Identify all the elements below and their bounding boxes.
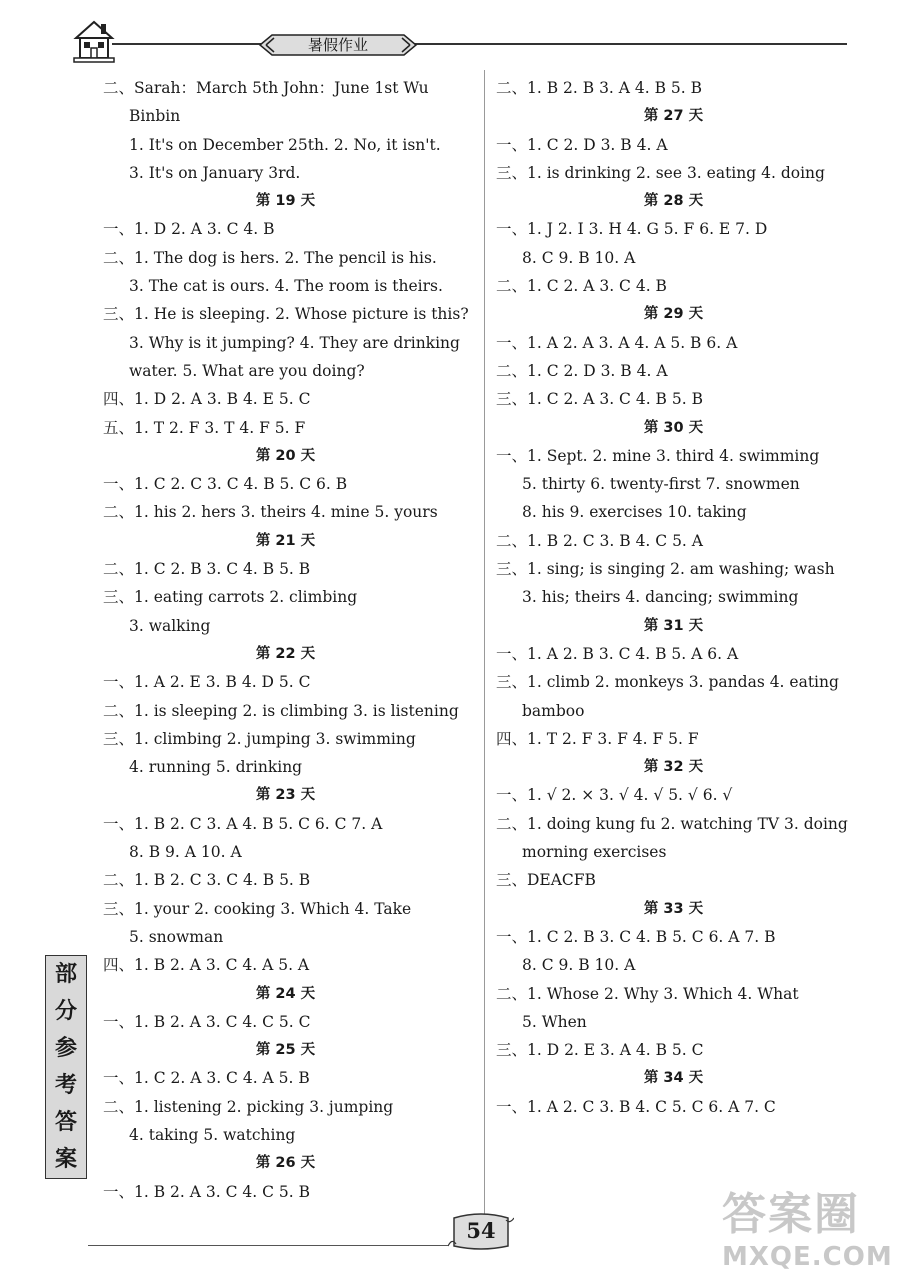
answer-line: 一、1. B 2. C 3. A 4. B 5. C 6. C 7. A xyxy=(103,814,383,833)
answer-line: 二、1. C 2. D 3. B 4. A xyxy=(496,361,668,380)
watermark xyxy=(722,1178,893,1272)
answer-line: 二、Sarah：March 5th John：June 1st Wu xyxy=(103,79,429,97)
answer-line: 三、1. D 2. E 3. A 4. B 5. C xyxy=(496,1041,704,1060)
day-heading: 第 27 天 xyxy=(643,108,704,125)
day-heading: 第 34 天 xyxy=(643,1070,704,1087)
answer-line: 一、1. C 2. A 3. C 4. A 5. B xyxy=(103,1069,310,1088)
answer-line: 8. B 9. A 10. A xyxy=(129,843,242,862)
answer-line: 一、1. C 2. D 3. B 4. A xyxy=(496,135,668,154)
answer-line: 二、1. is sleeping 2. is climbing 3. is listening xyxy=(103,701,459,720)
answer-line: 3. walking xyxy=(129,616,211,635)
answer-line: 3. It's on January 3rd. xyxy=(129,163,301,182)
footer-rule xyxy=(88,1245,448,1246)
answer-line: 一、1. C 2. C 3. C 4. B 5. C 6. B xyxy=(103,475,348,494)
answer-line: 三、1. eating carrots 2. climbing xyxy=(103,588,358,607)
house-logo-icon xyxy=(70,18,118,64)
day-heading: 第 22 天 xyxy=(255,645,316,662)
answer-line: 8. C 9. B 10. A xyxy=(522,248,636,267)
answer-line: 二、1. B 2. B 3. A 4. B 5. B xyxy=(496,79,703,97)
side-tab-char: 答 xyxy=(54,1110,77,1135)
answer-line: 一、1. A 2. B 3. C 4. B 5. A 6. A xyxy=(496,644,739,663)
answer-line: 3. his; theirs 4. dancing; swimming xyxy=(522,588,799,607)
answer-line: 二、1. B 2. C 3. B 4. C 5. A xyxy=(496,531,703,550)
answer-line: 三、1. sing; is singing 2. am washing; wash xyxy=(496,560,835,579)
answer-line: 三、1. C 2. A 3. C 4. B 5. B xyxy=(496,390,703,409)
side-tab-char: 部 xyxy=(54,962,77,987)
answer-line: 1. It's on December 25th. 2. No, it isn't. xyxy=(129,135,441,154)
answer-line: bamboo xyxy=(522,701,585,720)
header-title: 暑假作业 xyxy=(307,36,368,54)
answer-line: Binbin xyxy=(129,107,181,126)
watermark-logo-text: 答案圈 xyxy=(722,1189,860,1240)
answer-line: 5. thirty 6. twenty-first 7. snowmen xyxy=(522,475,800,494)
page-number: 54 xyxy=(466,1218,496,1243)
side-tab xyxy=(45,955,87,1179)
day-heading: 第 32 天 xyxy=(643,759,704,776)
answer-line: 5. snowman xyxy=(129,927,224,946)
day-heading: 第 24 天 xyxy=(255,985,316,1002)
answer-line: 一、1. A 2. C 3. B 4. C 5. C 6. A 7. C xyxy=(496,1097,776,1116)
watermark-url: MXQE.COM xyxy=(722,1242,893,1272)
answer-line: 二、1. doing kung fu 2. watching TV 3. doing xyxy=(496,814,848,833)
column-divider xyxy=(484,70,485,1245)
answer-line: 一、1. Sept. 2. mine 3. third 4. swimming xyxy=(496,446,820,465)
answer-line: 一、1. A 2. E 3. B 4. D 5. C xyxy=(103,673,311,692)
day-heading: 第 21 天 xyxy=(255,532,316,549)
day-heading: 第 26 天 xyxy=(255,1155,316,1172)
answer-line: 3. Why is it jumping? 4. They are drinking xyxy=(129,333,460,352)
answer-line: 三、DEACFB xyxy=(496,871,596,890)
answer-line: 三、1. your 2. cooking 3. Which 4. Take xyxy=(103,899,412,918)
day-heading: 第 31 天 xyxy=(643,617,704,634)
answer-line: 二、1. C 2. B 3. C 4. B 5. B xyxy=(103,560,311,579)
day-heading: 第 33 天 xyxy=(643,900,704,917)
answer-line: 四、1. D 2. A 3. B 4. E 5. C xyxy=(103,390,311,409)
header-banner xyxy=(258,33,418,57)
answer-line: 二、1. The dog is hers. 2. The pencil is his. xyxy=(103,248,437,267)
answer-line: 二、1. listening 2. picking 3. jumping xyxy=(103,1097,394,1116)
day-heading: 第 25 天 xyxy=(255,1042,316,1059)
side-tab-char: 考 xyxy=(54,1073,77,1098)
right-answer-column xyxy=(496,74,851,1121)
answer-line: 8. C 9. B 10. A xyxy=(522,956,636,975)
answer-line: 三、1. is drinking 2. see 3. eating 4. doing xyxy=(496,163,825,182)
answer-line: 一、1. B 2. A 3. C 4. C 5. C xyxy=(103,1012,311,1031)
left-answer-column xyxy=(103,74,468,1206)
answer-line: water. 5. What are you doing? xyxy=(129,361,365,380)
answer-line: 二、1. Whose 2. Why 3. Which 4. What xyxy=(496,984,799,1003)
day-heading: 第 30 天 xyxy=(643,419,704,436)
day-heading: 第 23 天 xyxy=(255,787,316,804)
answer-line: 8. his 9. exercises 10. taking xyxy=(522,503,747,522)
answer-line: 一、1. A 2. A 3. A 4. A 5. B 6. A xyxy=(496,333,738,352)
answer-line: 五、1. T 2. F 3. T 4. F 5. F xyxy=(103,418,306,437)
answer-line: 一、1. C 2. B 3. C 4. B 5. C 6. A 7. B xyxy=(496,927,776,946)
answer-line: 二、1. B 2. C 3. C 4. B 5. B xyxy=(103,871,311,890)
side-tab-char: 案 xyxy=(54,1147,77,1172)
answer-line: 一、1. D 2. A 3. C 4. B xyxy=(103,220,275,239)
answer-line: 三、1. He is sleeping. 2. Whose picture is this? xyxy=(103,305,469,324)
side-tab-char: 参 xyxy=(54,1036,77,1061)
answer-line: 二、1. his 2. hers 3. theirs 4. mine 5. yours xyxy=(103,503,438,522)
day-heading: 第 19 天 xyxy=(255,193,316,210)
day-heading: 第 20 天 xyxy=(255,447,316,464)
answer-line: 三、1. climb 2. monkeys 3. pandas 4. eating xyxy=(496,673,839,692)
answer-line: 4. taking 5. watching xyxy=(129,1125,296,1144)
answer-line: 四、1. B 2. A 3. C 4. A 5. A xyxy=(103,956,310,975)
answer-line: 三、1. climbing 2. jumping 3. swimming xyxy=(103,729,416,748)
answer-line: 一、1. J 2. I 3. H 4. G 5. F 6. E 7. D xyxy=(496,220,768,239)
answer-line: morning exercises xyxy=(522,843,667,862)
answer-line: 一、1. B 2. A 3. C 4. C 5. B xyxy=(103,1182,310,1201)
answer-line: 3. The cat is ours. 4. The room is theirs. xyxy=(129,277,443,296)
answer-line: 一、1. √ 2. × 3. √ 4. √ 5. √ 6. √ xyxy=(496,786,733,805)
day-heading: 第 29 天 xyxy=(643,306,704,323)
header-rule xyxy=(112,43,847,45)
answer-line: 二、1. C 2. A 3. C 4. B xyxy=(496,277,667,296)
answer-line: 5. When xyxy=(522,1012,587,1031)
day-heading: 第 28 天 xyxy=(643,193,704,210)
answer-line: 四、1. T 2. F 3. F 4. F 5. F xyxy=(496,729,699,748)
answer-line: 4. running 5. drinking xyxy=(129,758,303,777)
side-tab-char: 分 xyxy=(54,999,77,1024)
